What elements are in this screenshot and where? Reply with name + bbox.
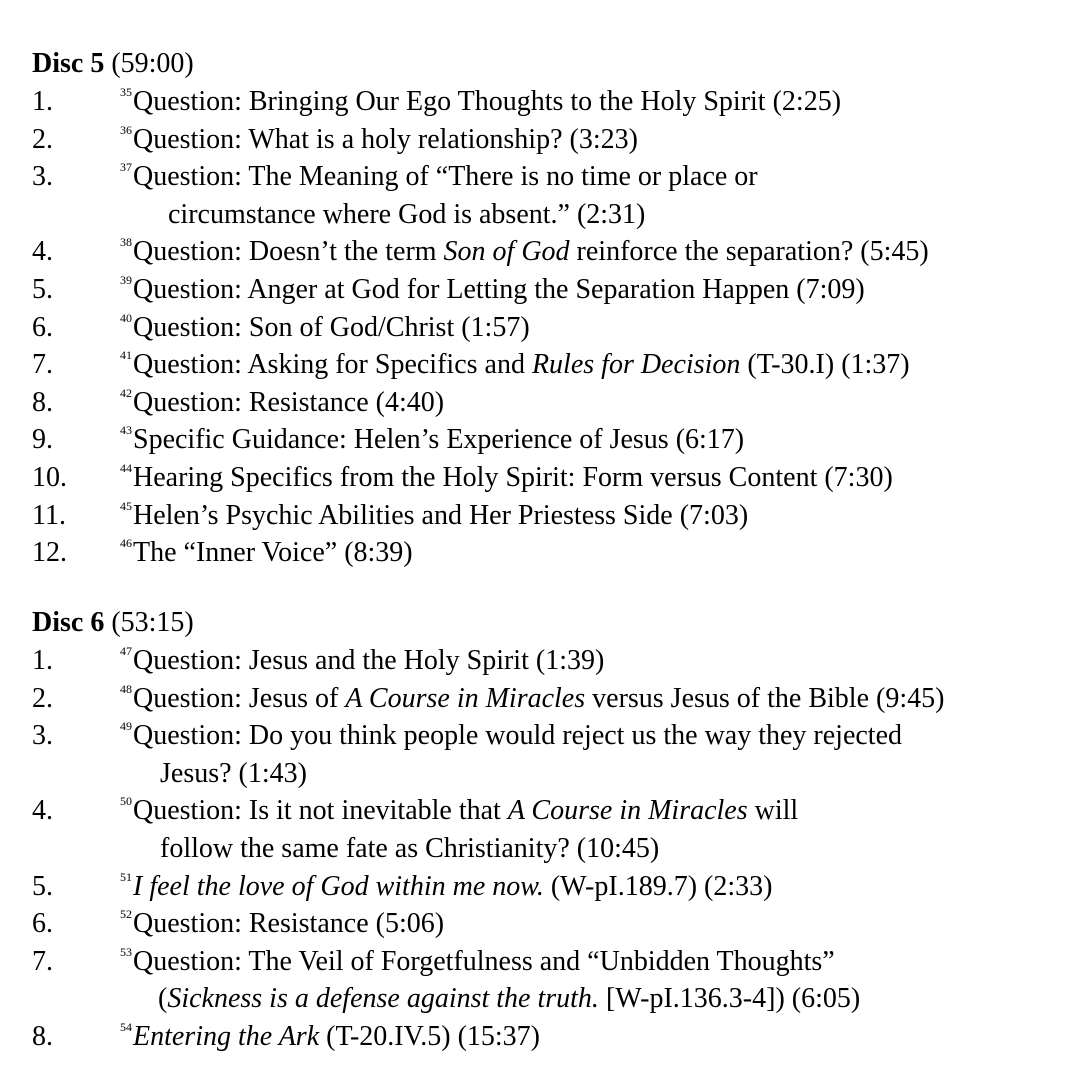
track-number: 7. [32, 349, 53, 381]
track-title [120, 717, 1070, 792]
italic-title: I feel the love of God within me now. [133, 870, 544, 902]
track-row [32, 680, 1062, 718]
track-number: 8. [32, 386, 53, 418]
track-row [32, 346, 1062, 384]
footnote-marker: 52 [120, 907, 132, 922]
track-row [32, 158, 1062, 233]
footnote-marker: 49 [120, 719, 132, 734]
track-text-run: Specific Guidance: Helen’s Experience of Jesus (6:17) [133, 424, 745, 456]
track-text-run: Question: Doesn’t the term [133, 236, 444, 268]
track-text-run: Question: Anger at God for Letting the Separation Happen (7:09) [133, 273, 865, 305]
track-title-continuation: follow the same fate as Christianity? (10:45) [160, 832, 660, 864]
footnote-marker: 37 [120, 160, 132, 175]
track-number: 2. [32, 123, 53, 155]
track-number: 9. [32, 424, 53, 456]
track-title [120, 534, 1070, 572]
footnote-marker: 45 [120, 498, 132, 513]
track-row [32, 421, 1062, 459]
track-number: 1. [32, 86, 53, 117]
footnote-marker: 41 [120, 348, 132, 363]
footnote-marker: 47 [120, 644, 132, 658]
footnote-marker: 39 [120, 272, 132, 287]
track-number: 5. [32, 870, 53, 902]
track-text-run: (T-20.IV.5) (15:37) [319, 1020, 540, 1052]
track-text-run: Question: The Meaning of “There is no time or place or [133, 161, 758, 193]
track-row [32, 384, 1062, 422]
track-text-run: [W-pI.136.3-4]) (6:05) [598, 983, 861, 1015]
track-text-run: Question: Resistance (5:06) [133, 908, 445, 940]
track-text-run: Helen’s Psychic Abilities and Her Priestess Side (7:03) [133, 499, 749, 531]
disc-title: Disc 6 [32, 607, 105, 638]
track-title [120, 1018, 1070, 1056]
track-number: 4. [32, 795, 53, 827]
track-title-continuation: circumstance where God is absent.” (2:31) [168, 198, 646, 230]
track-number: 5. [32, 273, 53, 305]
footnote-marker: 36 [120, 122, 132, 137]
track-row [32, 792, 1062, 867]
footnote-marker: 43 [120, 423, 132, 438]
track-text-run: Question: Asking for Specifics and [133, 349, 532, 381]
track-number: 3. [32, 161, 53, 193]
track-title [120, 233, 1070, 271]
footnote-marker: 54 [120, 1019, 132, 1034]
track-number: 11. [32, 499, 66, 531]
track-number: 6. [32, 311, 53, 343]
track-text-run: ( [158, 983, 168, 1015]
track-title [120, 158, 1070, 233]
track-row [32, 233, 1062, 271]
track-row [32, 534, 1062, 572]
track-text-run: versus Jesus of the Bible (9:45) [585, 682, 945, 714]
track-title [120, 943, 1070, 1018]
track-text-run: Question: Do you think people would reject us the way they rejected [133, 720, 903, 752]
track-title [120, 421, 1070, 459]
footnote-marker: 46 [120, 536, 132, 551]
track-text-run: Question: Is it not inevitable that [133, 795, 508, 827]
track-title-continuation: Jesus? (1:43) [160, 757, 307, 789]
track-number: 3. [32, 720, 53, 752]
track-number: 2. [32, 682, 53, 714]
track-row [32, 868, 1062, 906]
track-row [32, 121, 1062, 159]
track-title [120, 497, 1070, 535]
track-number: 7. [32, 945, 53, 977]
track-text-run: Question: Resistance (4:40) [133, 386, 445, 418]
track-title [120, 792, 1070, 867]
footnote-marker: 51 [120, 869, 132, 884]
track-text-run: Question: What is a holy relationship? (3:23) [133, 123, 638, 155]
track-text-run: Question: Son of God/Christ (1:57) [133, 311, 530, 343]
footnote-marker: 42 [120, 385, 132, 400]
track-title [120, 121, 1070, 159]
track-title [120, 384, 1070, 422]
track-row [32, 642, 1062, 680]
footnote-marker: 38 [120, 235, 132, 250]
track-row [32, 905, 1062, 943]
footnote-marker: 40 [120, 310, 132, 325]
disc-5-heading [32, 45, 1062, 83]
track-title-continuation [120, 980, 1070, 1018]
footnote-marker: 53 [120, 944, 132, 959]
track-title [120, 905, 1070, 943]
track-row [32, 309, 1062, 347]
track-row [32, 459, 1062, 497]
track-title [120, 83, 1070, 121]
track-text-run: Question: Jesus and the Holy Spirit (1:39) [133, 645, 605, 676]
footnote-marker: 44 [120, 460, 132, 475]
track-text-run: (W-pI.189.7) (2:33) [543, 870, 773, 902]
italic-title: Son of God [443, 236, 570, 268]
track-row [32, 717, 1062, 792]
track-list [32, 83, 1062, 572]
disc-6-heading [32, 604, 1062, 642]
track-row [32, 83, 1062, 121]
track-text-run: (T-30.I) (1:37) [740, 349, 910, 381]
disc-6-section [32, 604, 1062, 1056]
track-title [120, 309, 1070, 347]
track-title [120, 680, 1070, 718]
disc-duration: (59:00) [111, 48, 194, 79]
italic-title: A Course in Miracles [345, 682, 586, 714]
track-title [120, 868, 1070, 906]
italic-title: Entering the Ark [133, 1020, 320, 1052]
track-text-run: The “Inner Voice” (8:39) [133, 537, 413, 569]
disc-5-section [32, 45, 1062, 572]
track-row [32, 497, 1062, 535]
disc-title: Disc 5 [32, 48, 105, 79]
track-title [120, 271, 1070, 309]
track-title [120, 459, 1070, 497]
track-text-run: Question: The Veil of Forgetfulness and “Unbidden Thoughts” [133, 945, 835, 977]
track-number: 8. [32, 1020, 53, 1052]
track-title [120, 346, 1070, 384]
track-text-run: will [747, 795, 799, 827]
track-number: 12. [32, 537, 67, 569]
track-text-run: Hearing Specifics from the Holy Spirit: Form versus Content (7:30) [133, 461, 893, 493]
track-number: 1. [32, 645, 53, 676]
track-number: 6. [32, 908, 53, 940]
footnote-marker: 50 [120, 794, 132, 809]
track-number: 10. [32, 461, 67, 493]
italic-title: Sickness is a defense against the truth. [167, 983, 599, 1015]
track-list [32, 642, 1062, 1056]
italic-title: A Course in Miracles [507, 795, 748, 827]
track-title [120, 642, 1070, 680]
track-row [32, 1018, 1062, 1056]
italic-title: Rules for Decision [531, 349, 741, 381]
track-row [32, 943, 1062, 1018]
track-row [32, 271, 1062, 309]
track-number: 4. [32, 236, 53, 268]
track-text-run: Question: Jesus of [133, 682, 346, 714]
footnote-marker: 35 [120, 85, 132, 99]
disc-duration: (53:15) [111, 607, 194, 638]
track-text-run: reinforce the separation? (5:45) [569, 236, 929, 268]
track-text-run: Question: Bringing Our Ego Thoughts to the Holy Spirit (2:25) [133, 86, 842, 117]
footnote-marker: 48 [120, 681, 132, 696]
